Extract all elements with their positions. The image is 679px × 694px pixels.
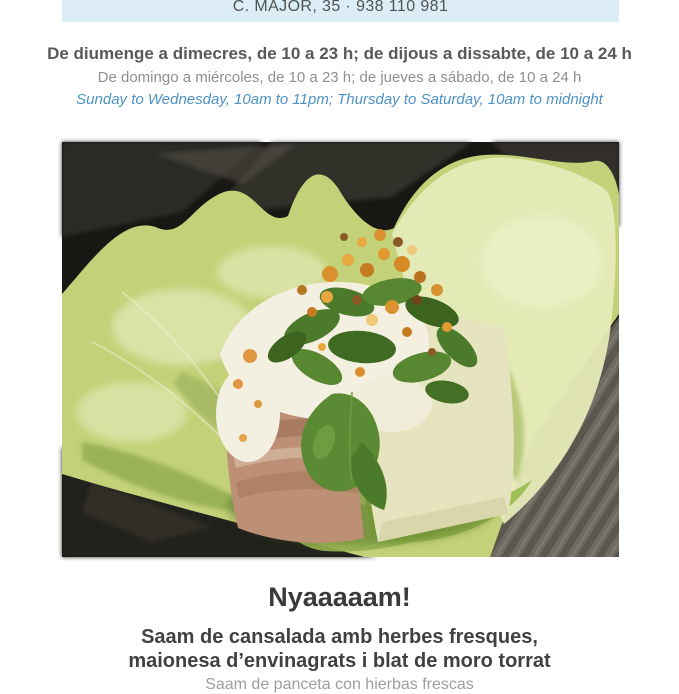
hours-spanish: De domingo a miércoles, de 10 a 23 h; de jueves a sábado, de 10 a 24 h xyxy=(97,69,582,86)
dish-photo-image xyxy=(62,142,619,557)
dish-name-catalan-line2: maionesa d’envinagrats i blat de moro torrat xyxy=(128,650,551,672)
dish-name-catalan xyxy=(0,625,679,673)
dish-name-catalan-line1: Saam de cansalada amb herbes fresques, xyxy=(141,626,538,648)
header-band xyxy=(62,0,619,22)
hours-catalan: De diumenge a dimecres, de 10 a 23 h; de dijous a dissabte, de 10 a 24 h xyxy=(47,44,632,63)
hours-english: Sunday to Wednesday, 10am to 11pm; Thursday to Saturday, 10am to midnight xyxy=(76,91,603,108)
dish-name-spanish: Saam de panceta con hierbas frescas xyxy=(205,676,474,693)
dish-title: Nyaaaaam! xyxy=(268,582,411,612)
dish-photo xyxy=(62,142,619,557)
address-text: C. MAJOR, 35 · 938 110 981 xyxy=(232,0,449,15)
opening-hours xyxy=(0,44,679,109)
